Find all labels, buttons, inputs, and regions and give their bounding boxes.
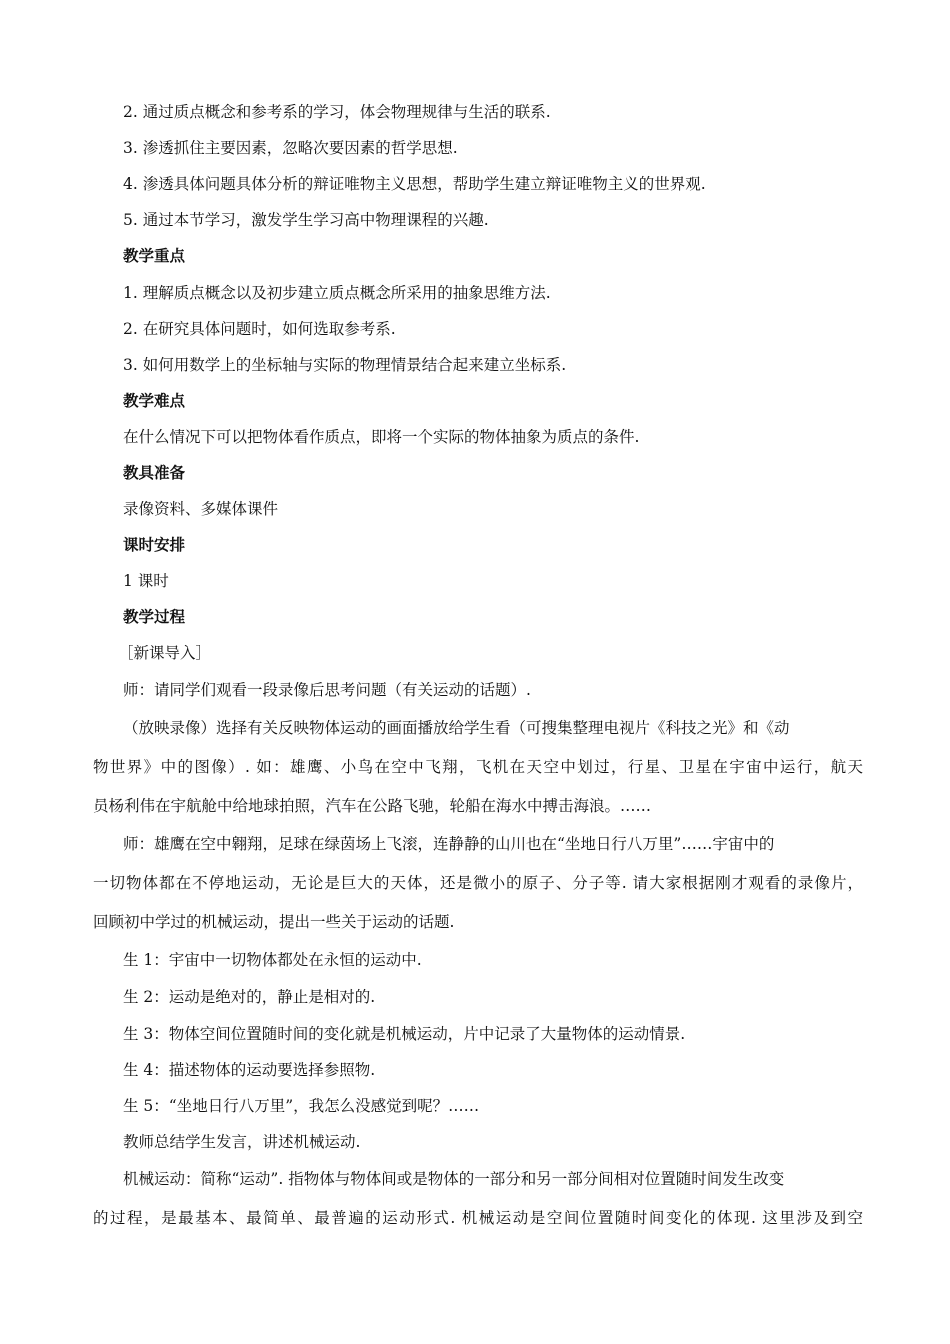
section-heading-equipment: 教具准备 — [123, 464, 186, 482]
paragraph-line: 员杨利伟在宇航舱中给地球拍照，汽车在公路飞驰，轮船在海水中搏击海浪。…… — [93, 797, 652, 815]
paragraph-line: 师：雄鹰在空中翱翔，足球在绿茵场上飞滚，连静静的山川也在“坐地日行八万里”……宇宙中的 — [123, 835, 775, 853]
section-heading-process: 教学过程 — [123, 608, 186, 626]
schedule-text: 1 课时 — [123, 572, 169, 590]
equipment-text: 录像资料、多媒体课件 — [123, 500, 279, 518]
new-lesson-tag: ［新课导入］ — [118, 644, 212, 662]
paragraph-line: 回顾初中学过的机械运动，提出一些关于运动的话题. — [93, 913, 455, 931]
key-point-item: 1. 理解质点概念以及初步建立质点概念所采用的抽象思维方法. — [123, 284, 551, 302]
paragraph-line: 师：请同学们观看一段录像后思考问题（有关运动的话题）. — [123, 681, 531, 699]
student-answer: 生 3：物体空间位置随时间的变化就是机械运动，片中记录了大量物体的运动情景. — [123, 1025, 686, 1043]
paragraph-line: 教师总结学生发言，讲述机械运动. — [123, 1133, 361, 1151]
section-heading-key-points: 教学重点 — [123, 247, 186, 265]
goal-item: 2. 通过质点概念和参考系的学习，体会物理规律与生活的联系. — [123, 103, 551, 121]
student-answer: 生 2：运动是绝对的，静止是相对的. — [123, 988, 376, 1006]
student-answer: 生 5：“坐地日行八万里”，我怎么没感觉到呢？…… — [123, 1097, 480, 1115]
key-point-item: 3. 如何用数学上的坐标轴与实际的物理情景结合起来建立坐标系. — [123, 356, 567, 374]
section-heading-schedule: 课时安排 — [123, 536, 186, 554]
section-heading-difficulties: 教学难点 — [123, 392, 186, 410]
goal-item: 3. 渗透抓住主要因素，忽略次要因素的哲学思想. — [123, 139, 458, 157]
goal-item: 5. 通过本节学习，激发学生学习高中物理课程的兴趣. — [123, 211, 489, 229]
key-point-item: 2. 在研究具体问题时，如何选取参考系. — [123, 320, 396, 338]
student-answer: 生 1：宇宙中一切物体都处在永恒的运动中. — [123, 951, 422, 969]
student-answer: 生 4：描述物体的运动要选择参照物. — [123, 1061, 376, 1079]
paragraph-line: 一切物体都在不停地运动，无论是巨大的天体，还是微小的原子、分子等. 请大家根据刚才观看的录像片， — [93, 874, 863, 892]
goal-item: 4. 渗透具体问题具体分析的辩证唯物主义思想，帮助学生建立辩证唯物主义的世界观. — [123, 175, 706, 193]
difficulties-text: 在什么情况下可以把物体看作质点，即将一个实际的物体抽象为质点的条件. — [123, 428, 640, 446]
paragraph-line: （放映录像）选择有关反映物体运动的画面播放给学生看（可搜集整理电视片《科技之光》和《动 — [123, 719, 790, 737]
paragraph-line: 机械运动：简称“运动”. 指物体与物体间或是物体的一部分和另一部分间相对位置随时间发生改变 — [123, 1170, 785, 1188]
paragraph-line: 物世界》中的图像）. 如：雄鹰、小鸟在空中飞翔，飞机在天空中划过，行星、卫星在宇宙中运行，航天 — [93, 758, 863, 776]
paragraph-line: 的过程，是最基本、最简单、最普遍的运动形式. 机械运动是空间位置随时间变化的体现. 这里涉及到空 — [93, 1209, 863, 1227]
